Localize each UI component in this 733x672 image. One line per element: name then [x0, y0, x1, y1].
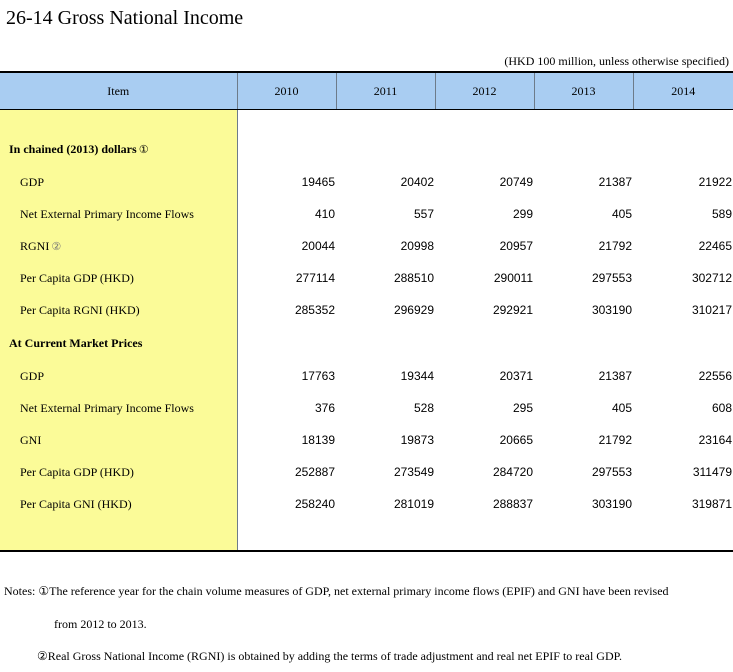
table-row: [0, 424, 733, 456]
value-cell: 20957: [499, 239, 533, 253]
row-label: Per Capita RGNI (HKD): [20, 302, 140, 317]
value-cell: 19344: [400, 369, 434, 383]
empty-cell: [435, 326, 534, 360]
value-cell: 557: [413, 207, 434, 221]
section-heading-row: [0, 132, 733, 166]
note-2: [37, 648, 622, 664]
row-label-cell: [0, 166, 237, 198]
value-cell: 405: [611, 207, 632, 221]
spacer-cell: [534, 110, 633, 133]
value-cell: 20749: [499, 175, 533, 189]
value-cell: 22465: [698, 239, 732, 253]
col-header-year: 2012: [435, 72, 534, 110]
table-body: [0, 110, 733, 552]
table-row: [0, 488, 733, 520]
row-label: Per Capita GDP (HKD): [20, 270, 134, 285]
table-row: [0, 456, 733, 488]
value-cell: 20402: [400, 175, 434, 189]
row-label: Per Capita GNI (HKD): [20, 496, 132, 511]
value-cell: 21387: [598, 369, 632, 383]
value-cell: 405: [611, 401, 632, 415]
note-2-marker: ②: [37, 649, 48, 663]
table-row: [0, 198, 733, 230]
spacer-cell: [0, 110, 237, 133]
value-cell: 20044: [301, 239, 335, 253]
table-row: [0, 166, 733, 198]
footnote-marker: ②: [51, 239, 62, 253]
empty-cell: [534, 326, 633, 360]
row-label: Net External Primary Income Flows: [20, 206, 194, 221]
unit-note: (HKD 100 million, unless otherwise specified): [504, 54, 729, 68]
gni-table: [0, 71, 733, 552]
value-cell: 19465: [301, 175, 335, 189]
section-heading: In chained (2013) dollars: [9, 141, 137, 156]
row-label: GDP: [20, 174, 45, 189]
value-cell: 290011: [493, 271, 533, 285]
row-label-cell: [0, 456, 237, 488]
value-cell: 284720: [492, 465, 533, 479]
value-cell: 303190: [591, 497, 632, 511]
row-label: Per Capita GDP (HKD): [20, 464, 134, 479]
value-cell: 273549: [393, 465, 434, 479]
table-header: [0, 72, 733, 110]
spacer-cell: [435, 520, 534, 551]
empty-cell: [633, 132, 733, 166]
value-cell: 310217: [691, 303, 732, 317]
value-cell: 21387: [598, 175, 632, 189]
row-label-cell: [0, 392, 237, 424]
empty-cell: [336, 326, 435, 360]
value-cell: 302712: [691, 271, 732, 285]
row-label: Net External Primary Income Flows: [20, 400, 194, 415]
row-label-cell: [0, 294, 237, 326]
spacer-cell: [0, 520, 237, 551]
notes-prefix: Notes:: [4, 584, 36, 598]
value-cell: 410: [314, 207, 335, 221]
value-cell: 608: [711, 401, 732, 415]
table-row: [0, 392, 733, 424]
spacer-cell: [237, 110, 336, 133]
value-cell: 18139: [301, 433, 335, 447]
col-header-year: 2011: [336, 72, 435, 110]
col-header-year: 2014: [633, 72, 733, 110]
value-cell: 528: [413, 401, 434, 415]
table-row: [0, 294, 733, 326]
note-1-continuation: from 2012 to 2013.: [54, 617, 147, 631]
table-row: [0, 262, 733, 294]
empty-cell: [336, 132, 435, 166]
page-title: 26-14 Gross National Income: [6, 7, 244, 29]
value-cell: 297553: [591, 465, 632, 479]
value-cell: 17763: [301, 369, 335, 383]
row-label-cell: [0, 360, 237, 392]
spacer-cell: [237, 520, 336, 551]
note-2-text: Real Gross National Income (RGNI) is obtained by adding the terms of trade adjustment and real net EPIF to real GDP.: [47, 649, 622, 663]
section-heading: At Current Market Prices: [9, 335, 143, 350]
note-1: [4, 583, 669, 599]
value-cell: 281019: [393, 497, 434, 511]
value-cell: 277114: [295, 271, 335, 285]
empty-cell: [435, 132, 534, 166]
spacer-row: [0, 520, 733, 551]
value-cell: 21792: [598, 239, 632, 253]
value-cell: 311479: [692, 465, 732, 479]
value-cell: 297553: [591, 271, 632, 285]
value-cell: 303190: [591, 303, 632, 317]
col-header-item: Item: [0, 72, 237, 110]
value-cell: 288510: [393, 271, 434, 285]
footnote-marker: ①: [138, 142, 149, 156]
value-cell: 20665: [499, 433, 533, 447]
row-label: RGNI: [20, 238, 50, 253]
value-cell: 285352: [294, 303, 335, 317]
value-cell: 22556: [698, 369, 732, 383]
row-label-cell: [0, 488, 237, 520]
table-row: [0, 230, 733, 262]
value-cell: 319871: [691, 497, 732, 511]
row-label-cell: [0, 230, 237, 262]
row-label-cell: [0, 198, 237, 230]
value-cell: 20371: [499, 369, 533, 383]
empty-cell: [237, 132, 336, 166]
spacer-cell: [336, 110, 435, 133]
empty-cell: [237, 326, 336, 360]
spacer-cell: [534, 520, 633, 551]
value-cell: 23164: [698, 433, 732, 447]
section-heading-cell: [0, 132, 237, 166]
col-header-year: 2010: [237, 72, 336, 110]
note-1-marker: ①: [38, 584, 50, 598]
spacer-row: [0, 110, 733, 133]
spacer-cell: [633, 520, 733, 551]
empty-cell: [633, 326, 733, 360]
value-cell: 296929: [393, 303, 434, 317]
section-heading-row: [0, 326, 733, 360]
empty-cell: [534, 132, 633, 166]
value-cell: 252887: [294, 465, 335, 479]
row-label-cell: [0, 262, 237, 294]
row-label: GNI: [20, 432, 42, 447]
value-cell: 376: [314, 401, 335, 415]
value-cell: 21792: [598, 433, 632, 447]
value-cell: 20998: [400, 239, 434, 253]
row-label: GDP: [20, 368, 45, 383]
spacer-cell: [336, 520, 435, 551]
value-cell: 19873: [400, 433, 434, 447]
spacer-cell: [633, 110, 733, 133]
value-cell: 292921: [492, 303, 533, 317]
table-row: [0, 360, 733, 392]
section-heading-cell: [0, 326, 237, 360]
value-cell: 288837: [492, 497, 533, 511]
value-cell: 295: [512, 401, 533, 415]
value-cell: 589: [711, 207, 732, 221]
value-cell: 258240: [294, 497, 335, 511]
value-cell: 21922: [698, 175, 732, 189]
row-label-cell: [0, 424, 237, 456]
spacer-cell: [435, 110, 534, 133]
value-cell: 299: [512, 207, 533, 221]
col-header-year: 2013: [534, 72, 633, 110]
note-1-text: The reference year for the chain volume measures of GDP, net external primary income flows (EPIF) and GNI have been revised: [49, 584, 669, 598]
